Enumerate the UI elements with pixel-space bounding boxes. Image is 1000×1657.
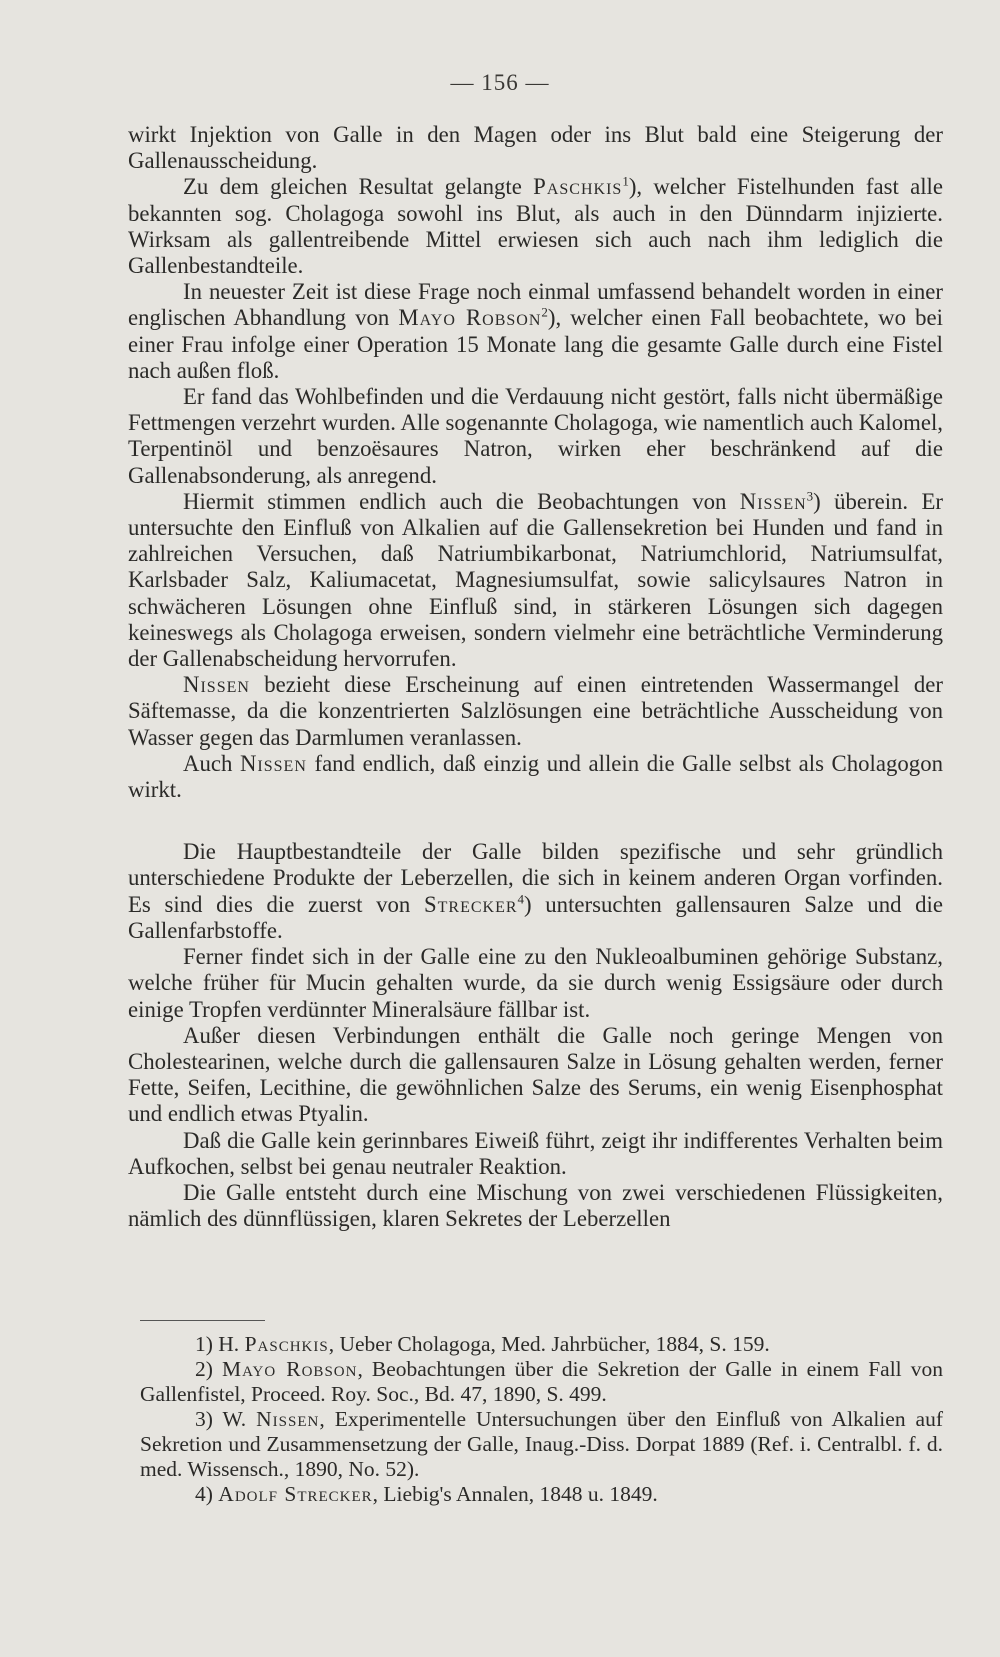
author-name: Paschkis <box>533 174 623 200</box>
page-number: — 156 — <box>450 70 550 95</box>
paragraph: Die Hauptbestandteile der Galle bilden spezifische und sehr gründlich unterschiedene Produkte der Leberzellen, die sich in keinem anderen Organ vorfinden. Es sind dies die zuerst von Strecker$^4$) untersuchten gallensauren Salze und die Gallenfarbstoffe. <box>128 839 943 943</box>
footnote-ref: 4 <box>517 891 525 907</box>
footnote: 3) W. Nissen, Experimentelle Untersuchungen über den Einfluß von Alkalien auf Sekretion und Zusammensetzung der Galle, Inaug.-Diss. Dorpat 1889 (Ref. i. Centralbl. f. d. med. Wissensch., 1890, No. 52). <box>140 1407 943 1481</box>
paragraph: In neuester Zeit ist diese Frage noch einmal umfassend behandelt worden in einer englischen Abhandlung von Mayo Robson$^2$), welcher einen Fall beobachtete, wo bei einer Frau infolge einer Operation 15 Monate lang die gesamte Galle durch eine Fistel nach außen floß. <box>128 279 943 383</box>
paragraph: Auch Nissen fand endlich, daß einzig und allein die Galle selbst als Cholagogon wirkt. <box>128 750 943 803</box>
footnote-ref: 3 <box>806 488 814 504</box>
footnote: 1) H. Paschkis, Ueber Cholagoga, Med. Jahrbücher, 1884, S. 159. <box>195 1332 770 1356</box>
footnote-ref: 1 <box>622 173 629 189</box>
paragraph: wirkt Injektion von Galle in den Magen oder ins Blut bald eine Steigerung der Gallenausscheidung. <box>128 122 943 174</box>
footnotes <box>140 1332 943 1507</box>
author-name: Nissen <box>239 750 307 776</box>
footnote-divider <box>140 1320 265 1321</box>
paragraph: Er fand das Wohlbefinden und die Verdauung nicht gestört, falls nicht übermäßige Fettmengen verzehrt wurden. Alle sogenannte Cholagoga, wie namentlich auch Kalomel, Terpentinöl und benzoësaures Natron, wirken eher beschränkend auf die Gallenabsonderung, als anregend. <box>128 384 943 488</box>
paragraph: Ferner findet sich in der Galle eine zu den Nukleoalbuminen gehörige Substanz, welche früher für Mucin gehalten wurde, da sie durch wenig Essigsäure oder durch einige Tropfen verdünnter Mineralsäure fällbar ist. <box>128 944 943 1022</box>
author-name: Nissen <box>256 1407 320 1431</box>
paragraph: Zu dem gleichen Resultat gelangte Paschkis$^1$), welcher Fistelhunden fast alle bekannten sog. Cholagoga sowohl ins Blut, als auch in den Dünndarm injizierte. Wirksam als gallentreibende Mittel erwiesen sich auch nach ihm lediglich die Gallenbestandteile. <box>128 173 943 279</box>
author-name: Adolf Strecker <box>218 1482 373 1506</box>
author-name: Nissen <box>183 672 250 698</box>
section-gap <box>128 803 943 839</box>
author-name: Strecker <box>423 891 518 917</box>
author-name: Paschkis <box>244 1332 329 1356</box>
paragraph: Die Galle entsteht durch eine Mischung von zwei verschiedenen Flüssigkeiten, nämlich des dünnflüssigen, klaren Sekretes der Leberzellen <box>128 1179 943 1232</box>
paragraph: Außer diesen Verbindungen enthält die Galle noch geringe Mengen von Cholestearinen, welche durch die gallensauren Salze in Lösung gehalten werden, ferner Fette, Seifen, Lecithine, die gewöhnlichen Salze des Serums, ein wenig Eisenphosphat und endlich etwas Ptyalin. <box>128 1022 943 1127</box>
footnote: 2) Mayo Robson, Beobachtungen über die Sekretion der Galle in einem Fall von Gallenfistel, Proceed. Roy. Soc., Bd. 47, 1890, S. 499. <box>140 1357 943 1406</box>
author-name: Mayo Robson <box>398 305 542 331</box>
footnote-ref: 2 <box>541 304 548 320</box>
paragraph: Nissen bezieht diese Erscheinung auf einen eintretenden Wassermangel der Säftemasse, da die konzentrierten Salzlösungen eine beträchtliche Ausscheidung von Wasser gegen das Darmlumen veranlassen. <box>128 672 943 750</box>
footnote: 4) Adolf Strecker, Liebig's Annalen, 1848 u. 1849. <box>195 1482 658 1506</box>
body-text <box>128 122 943 1232</box>
author-name: Mayo Robson <box>221 1357 358 1381</box>
author-name: Nissen <box>739 488 807 514</box>
paragraph: Daß die Galle kein gerinnbares Eiweiß führt, zeigt ihr indifferentes Verhalten beim Aufkochen, selbst bei genau neutraler Reaktion. <box>128 1127 943 1179</box>
paragraph: Hiermit stimmen endlich auch die Beobachtungen von Nissen$^3$) überein. Er untersuchte den Einfluß von Alkalien auf die Gallensekretion bei Hunden und fand in zahlreichen Versuchen, daß Natriumbikarbonat, Natriumchlorid, Natriumsulfat, Karlsbader Salz, Kaliumacetat, Magnesiumsulfat, sowie salicylsaures Natron in schwächeren Lösungen ohne Einfluß sind, in stärkeren Lösungen sich dagegen keineswegs als Cholagoga erweisen, sondern vielmehr eine beträchtliche Verminderung der Gallenabscheidung hervorrufen. <box>128 488 943 672</box>
